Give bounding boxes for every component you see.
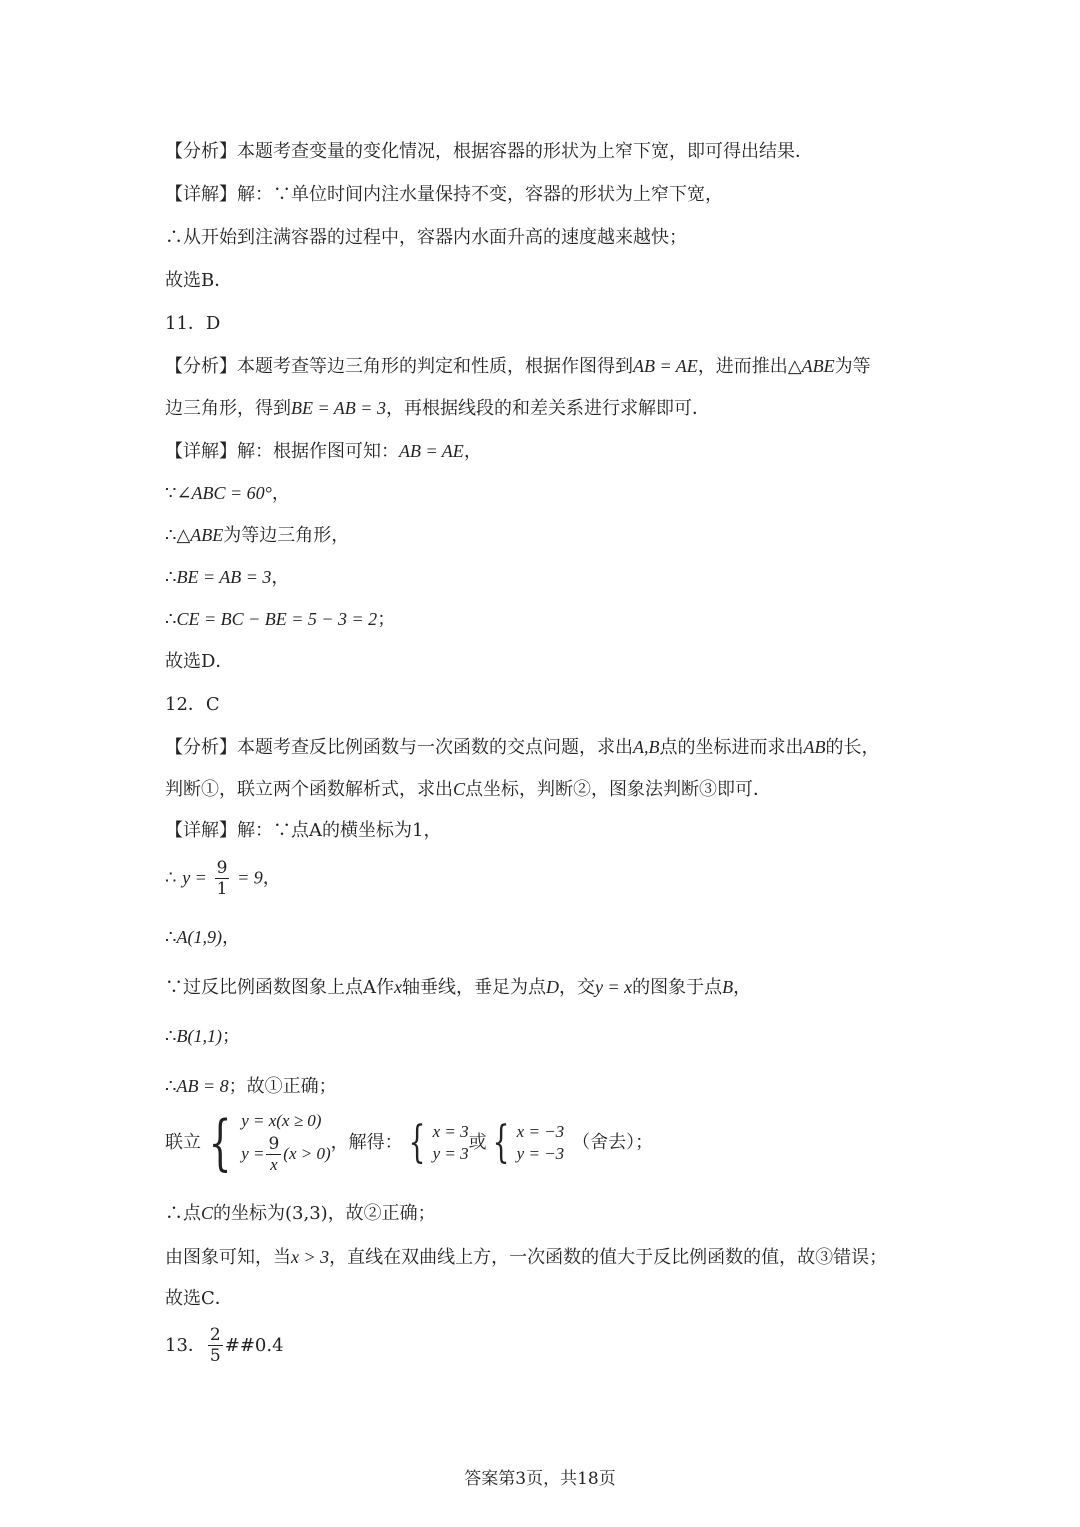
equations [241,1110,330,1176]
equation: y = 3 [432,1144,469,1163]
text: ∴ [165,525,177,546]
text: ， [271,567,290,588]
analysis-line [165,736,880,759]
text: 轴垂线，垂足为点 [402,977,546,998]
text: 点的坐标进而求出 [659,737,804,758]
text: 【分析】本题考查变量的变化情况，根据容器的形状为上窄下宽，即可得出结果． [165,141,813,162]
math: AB = 8 [176,1076,229,1096]
brace: { [408,1117,426,1168]
equation: x = 3 [432,1122,469,1141]
system-line [165,1110,653,1176]
denominator: 5 [209,1346,221,1366]
text: ∴ [165,867,177,889]
text: 【详解】解：根据作图可知： [165,441,399,462]
math: A(1,9) [176,927,222,947]
numerator: 2 [209,1325,221,1345]
detail-line [165,184,723,206]
text: 联立 [165,1132,201,1153]
equations [433,1121,469,1165]
math: B(1,1) [176,1026,222,1046]
text: 点坐标，判断②，图象法判断③即可． [465,779,772,800]
math: C [453,779,466,799]
text: 12．C [165,694,220,715]
text: ，交 [559,977,595,998]
math: y = x [595,977,633,997]
equation-system [201,1110,331,1176]
text: 【详解】解：∵单位时间内注水量保持不变，容器的形状为上窄下宽， [165,184,723,205]
text: 故选B． [165,270,233,291]
math: C [201,1203,214,1223]
analysis-line [165,355,871,378]
detail-line [165,227,687,249]
text: ； [221,1026,240,1047]
analysis-line [165,141,813,163]
detail-line [165,608,395,631]
text: ，再根据线段的和差关系进行求解即可． [385,398,710,419]
text: ，直线在双曲线上方，一次函数的值大于反比例函数的值，故③错误； [329,1247,888,1268]
text: 【分析】本题考查反比例函数与一次函数的交点问题，求出 [165,737,633,758]
math: (x > 0) [283,1144,331,1163]
equation-2 [241,1132,330,1176]
brace: { [208,1108,232,1178]
equation: x = −3 [516,1122,565,1141]
detail-line [165,440,482,463]
analysis-line [165,778,771,801]
math: AB [803,737,826,757]
text: 的长， [825,737,880,758]
answer-line [165,1288,233,1310]
equations [517,1121,565,1165]
numerator: 9 [216,858,228,878]
text: ∴点 [165,1203,201,1224]
analysis-line [165,397,710,420]
text: ∵ [165,483,177,504]
fraction [266,1134,281,1175]
text: ，进而推出 [697,356,788,377]
text: ， [221,927,240,948]
text: ∴ [165,927,177,948]
math: x > 3 [291,1247,330,1267]
text: 的坐标为 [213,1203,286,1224]
question-12-answer [165,694,220,716]
text: 【分析】本题考查等边三角形的判定和性质，根据作图得到 [165,356,633,377]
text: ##0.4 [224,1334,284,1356]
text: ∴ [165,567,177,588]
text: 的图象于点 [632,977,723,998]
detail-line [165,1025,240,1048]
answer-line [165,651,233,673]
answer-line [165,270,232,292]
text: ∴从开始到注满容器的过程中，容器内水面升高的速度越来越快； [165,227,687,248]
math: CE = BC − BE = 5 − 3 = 2 [176,609,378,629]
detail-line [165,926,240,949]
text: ， [463,441,482,462]
math: D [546,977,559,997]
math: △ABE [176,525,224,545]
math: B [722,977,734,997]
text: 【详解】解：∵点A的横坐标为1， [165,820,442,841]
solution-system-1 [403,1117,469,1168]
text: 为等 [834,356,871,377]
math: = 9 [237,867,263,888]
text: 故选C． [165,1288,233,1309]
text: ， [262,867,281,889]
question-11-answer [165,313,220,335]
math: BE = AB = 3 [176,567,272,587]
equation: y = −3 [516,1144,565,1163]
math: AB = AE [633,356,698,376]
text: ； [377,609,396,630]
text: 由图象可知，当 [165,1247,291,1268]
fraction [208,1325,223,1366]
detail-line [165,976,751,999]
text: ∴ [165,1076,177,1097]
text: ；故①正确； [228,1076,337,1097]
text: 故选D． [165,651,234,672]
question-13-answer [165,1325,284,1366]
text: 边三角形，得到 [165,398,291,419]
text: 为等边三角形， [223,525,350,546]
math: x [394,977,402,997]
math: ∠ABC = 60° [176,483,272,503]
text: ，解得： [330,1132,403,1153]
page-footer: 答案第3页，共18页 [464,1469,616,1489]
text: ， [271,483,290,504]
detail-line [165,482,290,505]
detail-line [165,566,289,589]
text: 或 [468,1132,487,1153]
text: ∵过反比例函数图象上点A作 [165,977,394,998]
math: (3,3) [285,1203,328,1224]
detail-line [165,1246,887,1269]
text: 13． [165,1334,206,1356]
text: 判断①，联立两个函数解析式，求出 [165,779,453,800]
detail-line [165,858,281,899]
fraction [215,858,230,899]
solution-system-2 [487,1117,565,1168]
numerator: 9 [268,1134,280,1154]
text: 11．D [165,313,221,334]
denominator: x [270,1155,278,1174]
text: ， [733,977,752,998]
detail-line [165,820,441,842]
text: ，故②正确； [327,1203,436,1224]
math: BE = AB = 3 [291,398,386,418]
math: y = [182,867,207,888]
math: A,B [633,737,660,757]
math: AB = AE [399,441,464,461]
text: ∴ [165,1026,177,1047]
equation-1: y = x(x ≥ 0) [241,1111,322,1130]
math: △ABE [787,356,835,376]
text: ∴ [165,609,177,630]
detail-line [165,524,349,547]
text: （舍去）； [572,1132,654,1153]
denominator: 1 [216,879,228,899]
math: y = [241,1144,265,1163]
brace: { [492,1117,510,1168]
detail-line [165,1202,436,1225]
detail-line [165,1075,337,1098]
